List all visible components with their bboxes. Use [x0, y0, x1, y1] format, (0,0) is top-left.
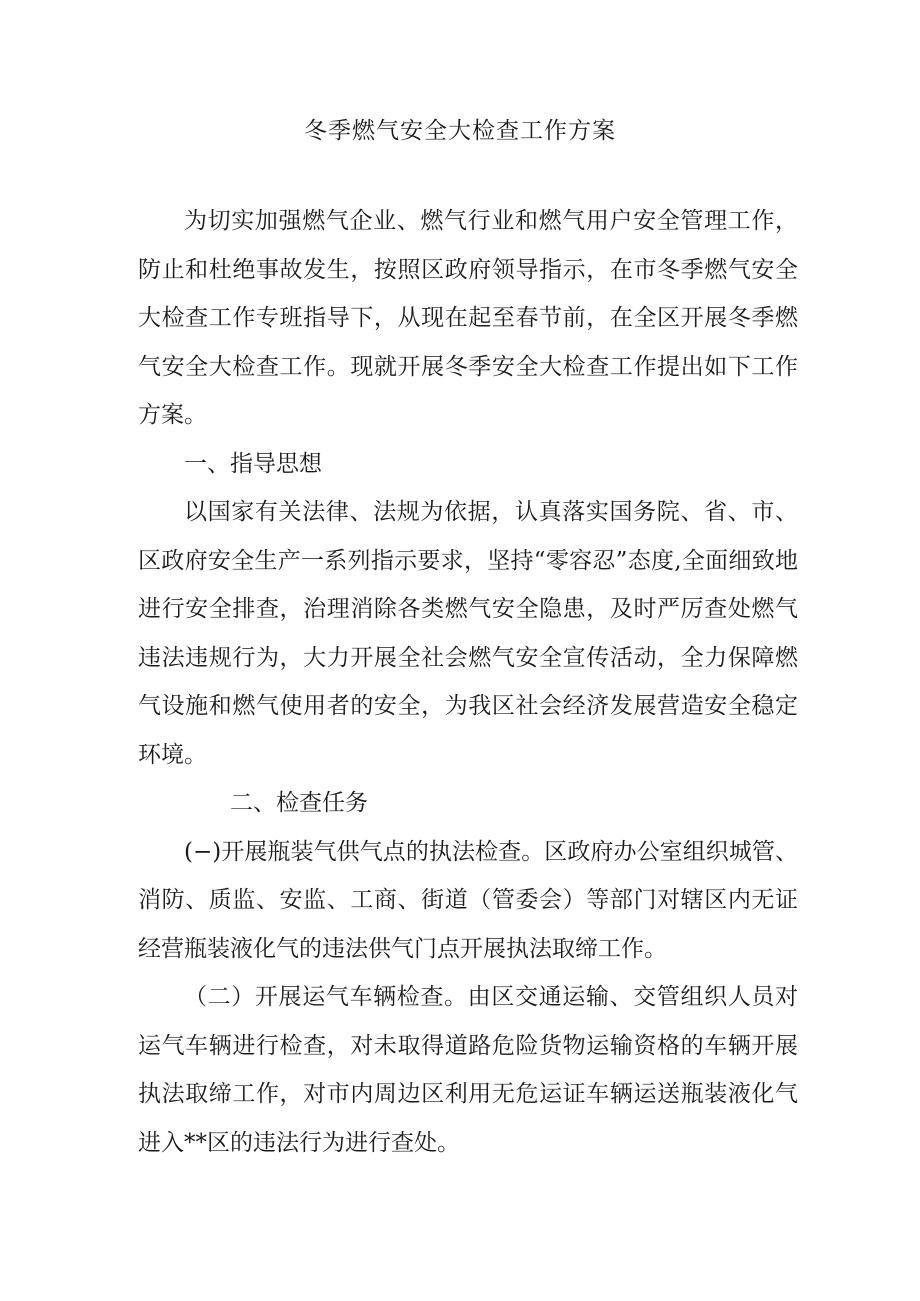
section-heading-inspection-tasks: 二、检查任务 — [230, 790, 368, 816]
document-body — [138, 197, 798, 1167]
intro-paragraph: 为切实加强燃气企业、燃气行业和燃气用户安全管理工作，防止和杜绝事故发生，按照区政府领导指示，在市冬季燃气安全大检查工作专班指导下，从现在起至春节前，在全区开展冬季燃气安全大检查工作。现就开展冬季安全大检查工作提出如下工作方案。 — [138, 208, 798, 428]
task-item-1-paragraph: (−)开展瓶装气供气点的执法检查。区政府办公室组织城管、消防、质监、安监、工商、街道（管委会）等部门对辖区内无证经营瓶装液化气的违法供气门点开展执法取缔工作。 — [138, 838, 798, 962]
task-item-2-paragraph: （二）开展运气车辆检查。由区交通运输、交管组织人员对运气车辆进行检查，对未取得道路危险货物运输资格的车辆开展执法取缔工作，对市内周边区利用无危运证车辆运送瓶装液化气进入**区的违法行为进行查处。 — [138, 984, 798, 1156]
guiding-ideology-paragraph: 以国家有关法律、法规为依据，认真落实国务院、省、市、区政府安全生产一系列指示要求，坚持“零容忍”态度,全面细致地进行安全排查，治理消除各类燃气安全隐患，及时严厉查处燃气违法违规行为，大力开展全社会燃气安全宣传活动，全力保障燃气设施和燃气使用者的安全，为我区社会经济发展营造安全稳定环境。 — [138, 499, 798, 768]
document-title: 冬季燃气安全大检查工作方案 — [304, 118, 616, 144]
section-heading-guiding-ideology: 一、指导思想 — [184, 450, 322, 477]
